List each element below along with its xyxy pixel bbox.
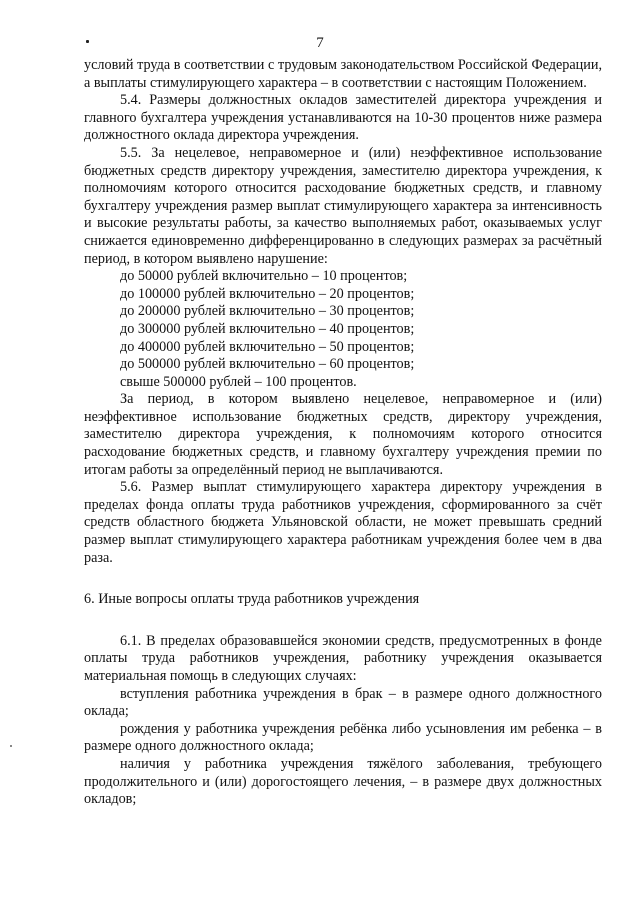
paragraph-marriage: вступления работника учреждения в брак – в размере одного должностного оклада; (84, 685, 602, 720)
list-item: до 50000 рублей включительно – 10 процентов; (120, 268, 408, 285)
reduction-list (84, 268, 602, 391)
paragraph-illness: наличия у работника учреждения тяжёлого заболевания, требующего продолжительного и (или) дорогостоящего лечения, – в размере двух должностных окладов; (84, 755, 602, 808)
list-item: до 100000 рублей включительно – 20 процентов; (120, 285, 415, 302)
paragraph-birth: рождения у работника учреждения ребёнка либо усыновления им ребенка – в размере одного должностного оклада; (84, 720, 602, 755)
paragraph-5-6: 5.6. Размер выплат стимулирующего характера директору учреждения в пределах фонда оплаты труда работников учреждения, сформированного за счёт средств областного бюджета Ульяновской области, не может превышать средний размер выплат стимулирующего характера работникам учреждения более чем в два раза. (84, 479, 602, 566)
list-item: до 400000 рублей включительно – 50 процентов; (120, 338, 415, 355)
document-body (84, 57, 602, 809)
list-item: до 200000 рублей включительно – 30 процентов; (120, 303, 415, 320)
section-heading: 6. Иные вопросы оплаты труда работников учреждения (84, 591, 420, 608)
paragraph-5-5: 5.5. За нецелевое, неправомерное и (или) неэффективное использование бюджетных средств директору учреждения, заместителю директора учреждения, к полномочиям которого относится расходование бюджетных средств, и главному бухгалтеру учреждения размер выплат стимулирующего характера за интенсивность и высокие результаты работы, за качество выполняемых работ, оказываемых услуг снижается единовременно дифференцированно в следующих размерах за расчётный период, в котором выявлено нарушение: (84, 144, 602, 267)
paragraph-period: За период, в котором выявлено нецелевое, неправомерное и (или) неэффективное использование бюджетных средств, директору учреждения, заместителю директора учреждения, к полномочиям которого относится расходование бюджетных средств, и главному бухгалтеру учреждения премии по итогам работы за определённый период не выплачиваются. (84, 391, 602, 478)
paragraph-5-4: 5.4. Размеры должностных окладов заместителей директора учреждения и главного бухгалтера учреждения устанавливаются на 10-30 процентов ниже размера должностного оклада директора учреждения. (84, 92, 602, 144)
scan-speck (10, 745, 12, 747)
list-item: до 300000 рублей включительно – 40 процентов; (120, 320, 415, 337)
paragraph-continuation: условий труда в соответствии с трудовым законодательством Российской Федерации, а выплаты стимулирующего характера – в соответствии с настоящим Положением. (84, 57, 602, 91)
list-item: до 500000 рублей включительно – 60 процентов; (120, 356, 415, 373)
paragraph-6-1: 6.1. В пределах образовавшейся экономии средств, предусмотренных в фонде оплаты труда работников учреждения, работнику учреждения оказывается материальная помощь в следующих случаях: (84, 632, 602, 684)
list-item: свыше 500000 рублей – 100 процентов. (120, 373, 357, 390)
page-number: 7 (316, 35, 324, 51)
